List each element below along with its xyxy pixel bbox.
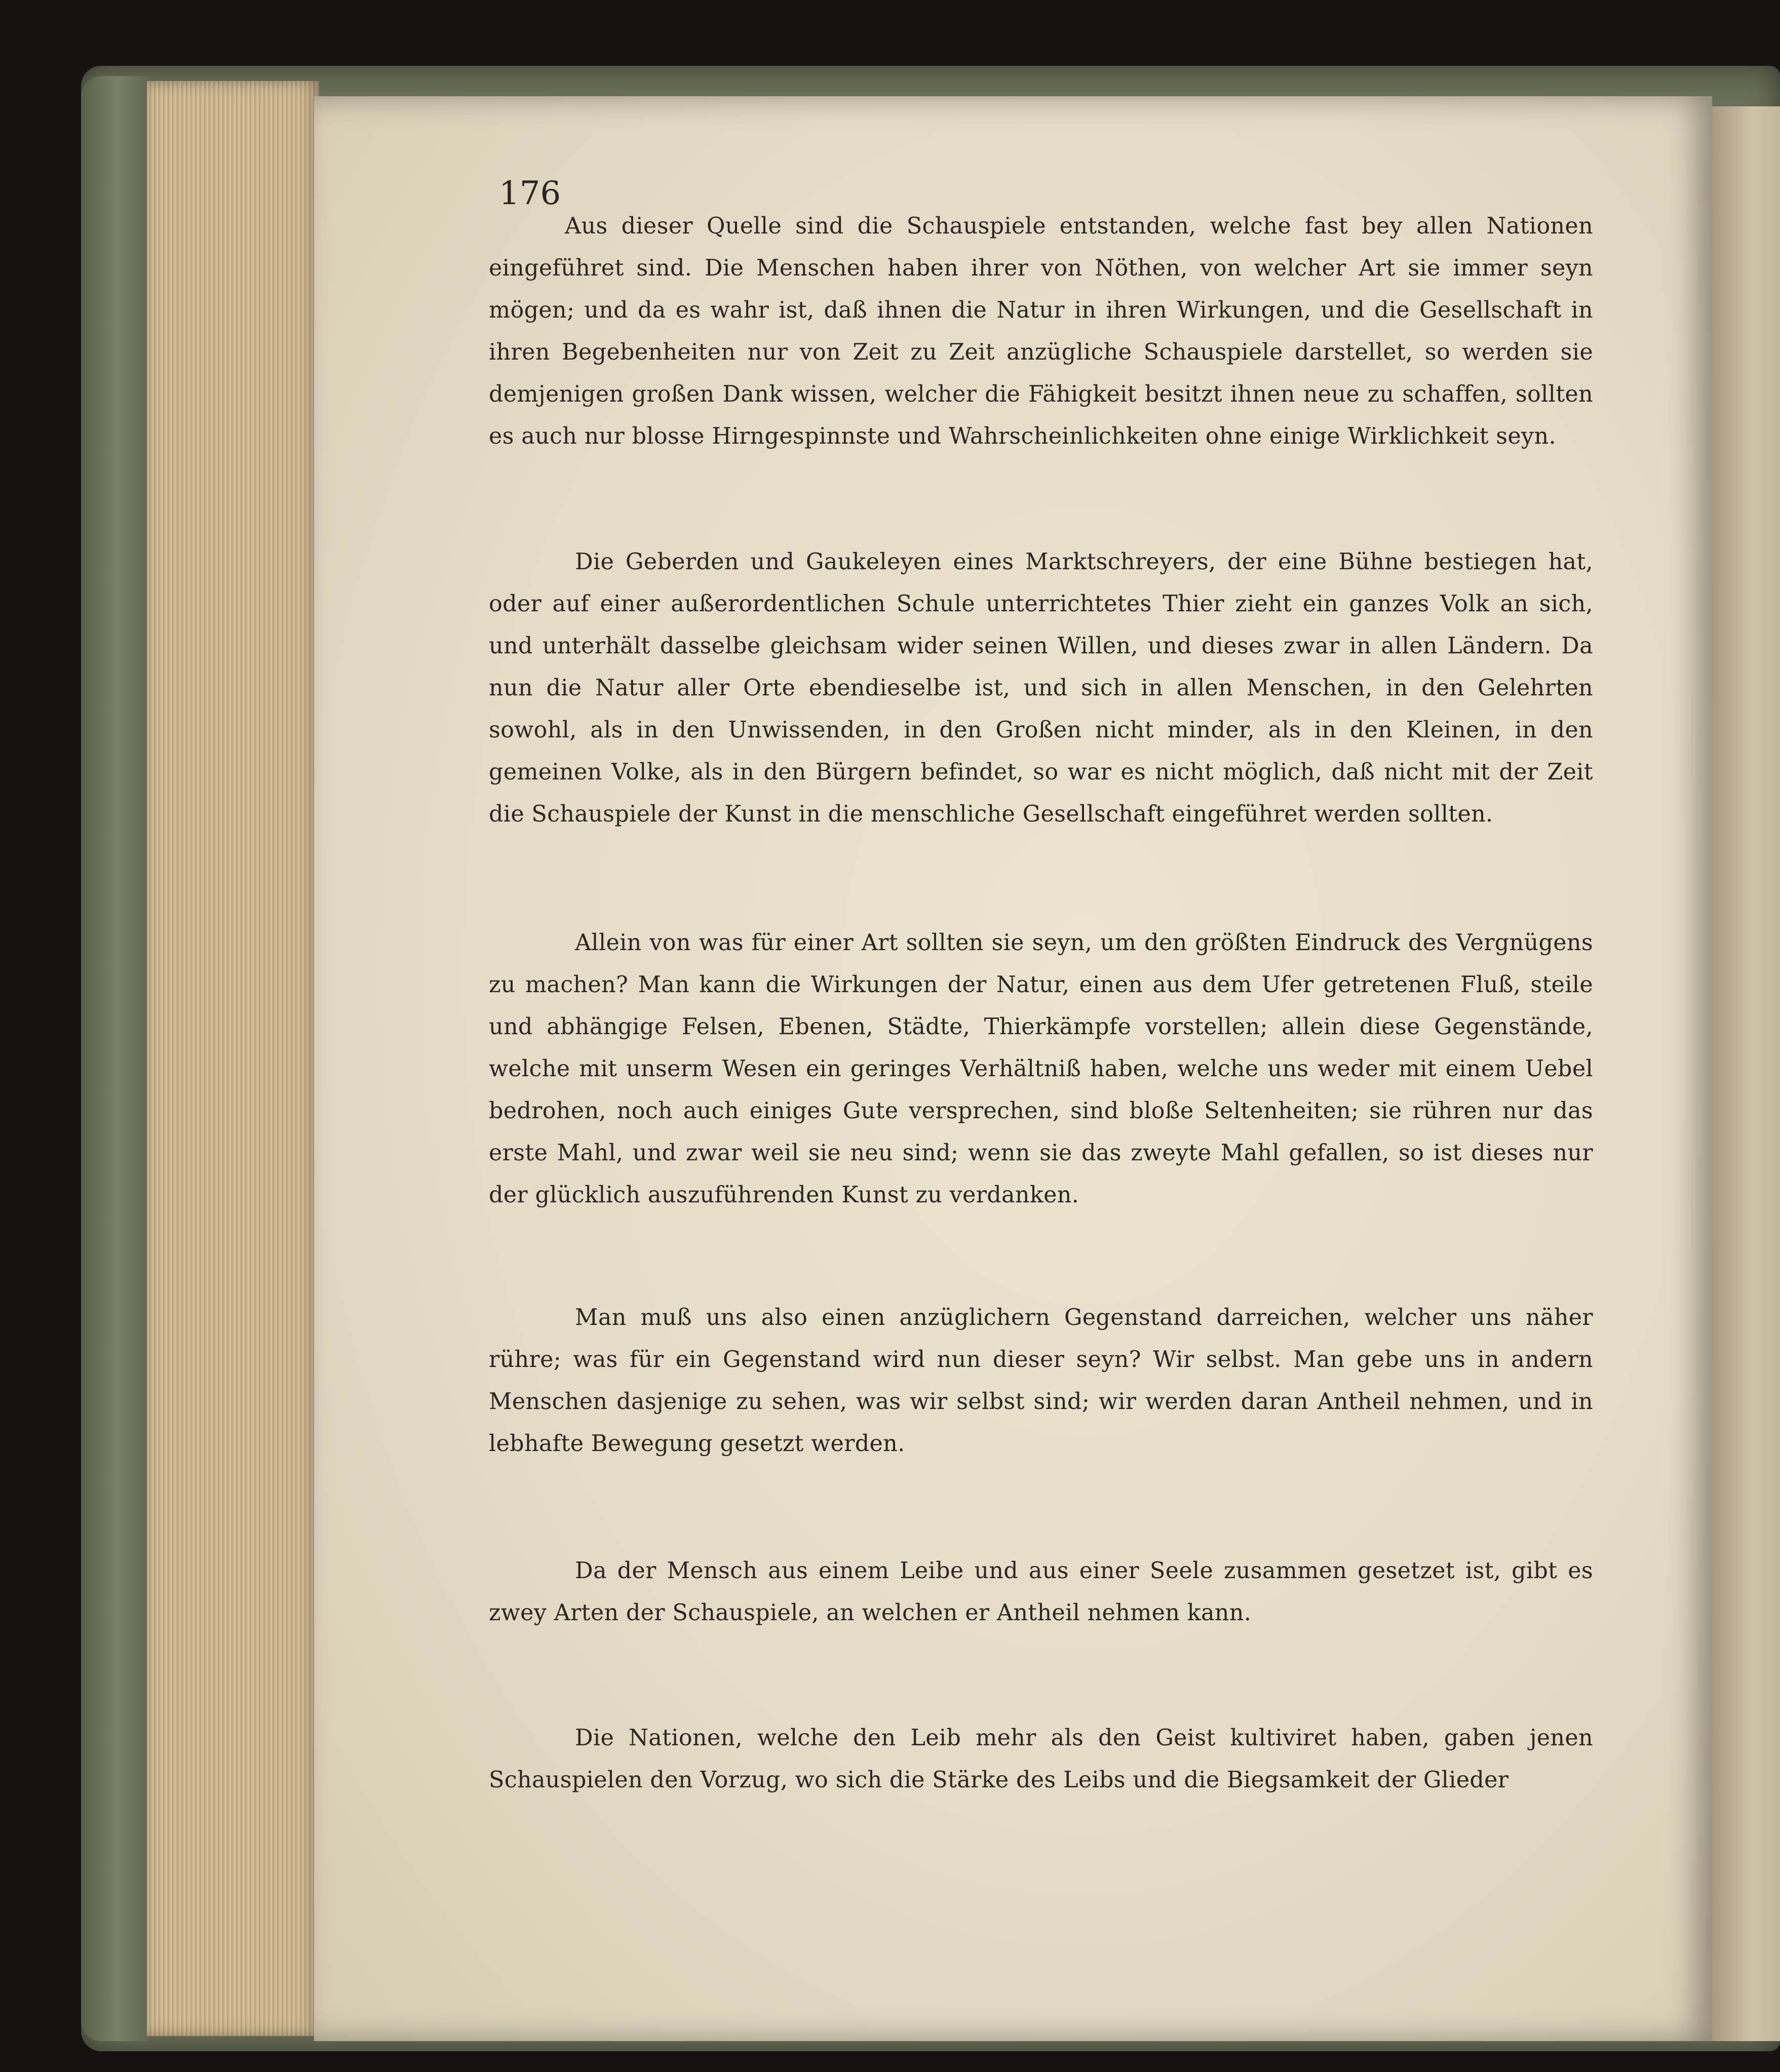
paragraph-4: Man muß uns also einen anzüglichern Gegenstand darreichen, welcher uns näher rühre; was für ein Gegenstand wird nun dieser seyn? Wir selbst. Man gebe uns in andern Menschen dasjenige zu sehen, was wir selbst sind; wir werden daran Antheil nehmen, und in lebhafte Bewegung gesetzt werden. [489, 1305, 1593, 1457]
paragraph-2: Die Geberden und Gaukeleyen eines Marktschreyers, der eine Bühne bestiegen hat, oder auf einer außerordentlichen Schule unterrichtetes Thier zieht ein ganzes Volk an sich, und unterhält dasselbe gleichsam wider seinen Willen, und dieses zwar in allen Ländern. Da nun die Natur aller Orte ebendieselbe ist, und sich in allen Menschen, in den Gelehrten sowohl, als in den Unwissenden, in den Großen nicht minder, als in den Kleinen, in den gemeinen Volke, als in den Bürgern befindet, so war es nicht möglich, daß nicht mit der Zeit die Schauspiele der Kunst in die menschliche Gesellschaft eingeführet werden sollten. [489, 549, 1593, 827]
book-spine [81, 76, 152, 2041]
paragraph-5: Da der Mensch aus einem Leibe und aus einer Seele zusammen gesetzet ist, gibt es zwey Arten der Schauspiele, an welchen er Antheil nehmen kann. [489, 1558, 1593, 1626]
paragraph-6: Die Nationen, welche den Leib mehr als den Geist kultiviret haben, gaben jenen Schauspielen den Vorzug, wo sich die Stärke des Leibs und die Biegsamkeit der Glieder [489, 1725, 1593, 1793]
page-number: 176 [499, 175, 561, 212]
page-block-edges [147, 81, 319, 2036]
facing-page-edge [1712, 106, 1780, 2041]
paragraph-3: Allein von was für einer Art sollten sie seyn, um den größten Eindruck des Vergnügens zu machen? Man kann die Wirkungen der Natur, einen aus dem Ufer getretenen Fluß, steile und abhängige Felsen, Ebenen, Städte, Thierkämpfe vorstellen; allein diese Gegenstände, welche mit unserm Wesen ein geringes Verhältniß haben, welche uns weder mit einem Uebel bedrohen, noch auch einiges Gute versprechen, sind bloße Seltenheiten; sie rühren nur das erste Mahl, und zwar weil sie neu sind; wenn sie das zweyte Mahl gefallen, so ist dieses nur der glücklich auszuführenden Kunst zu verdanken. [489, 930, 1593, 1208]
paragraph-1: Aus dieser Quelle sind die Schauspiele entstanden, welche fast bey allen Nationen eingeführet sind. Die Menschen haben ihrer von Nöthen, von welcher Art sie immer seyn mögen; und da es wahr ist, daß ihnen die Natur in ihren Wirkungen, und die Gesellschaft in ihren Begebenheiten nur von Zeit zu Zeit anzügliche Schauspiele darstellet, so werden sie demjenigen großen Dank wissen, welcher die Fähigkeit besitzt ihnen neue zu schaffen, sollten es auch nur blosse Hirngespinnste und Wahrscheinlichkeiten ohne einige Wirklichkeit seyn. [489, 213, 1593, 449]
